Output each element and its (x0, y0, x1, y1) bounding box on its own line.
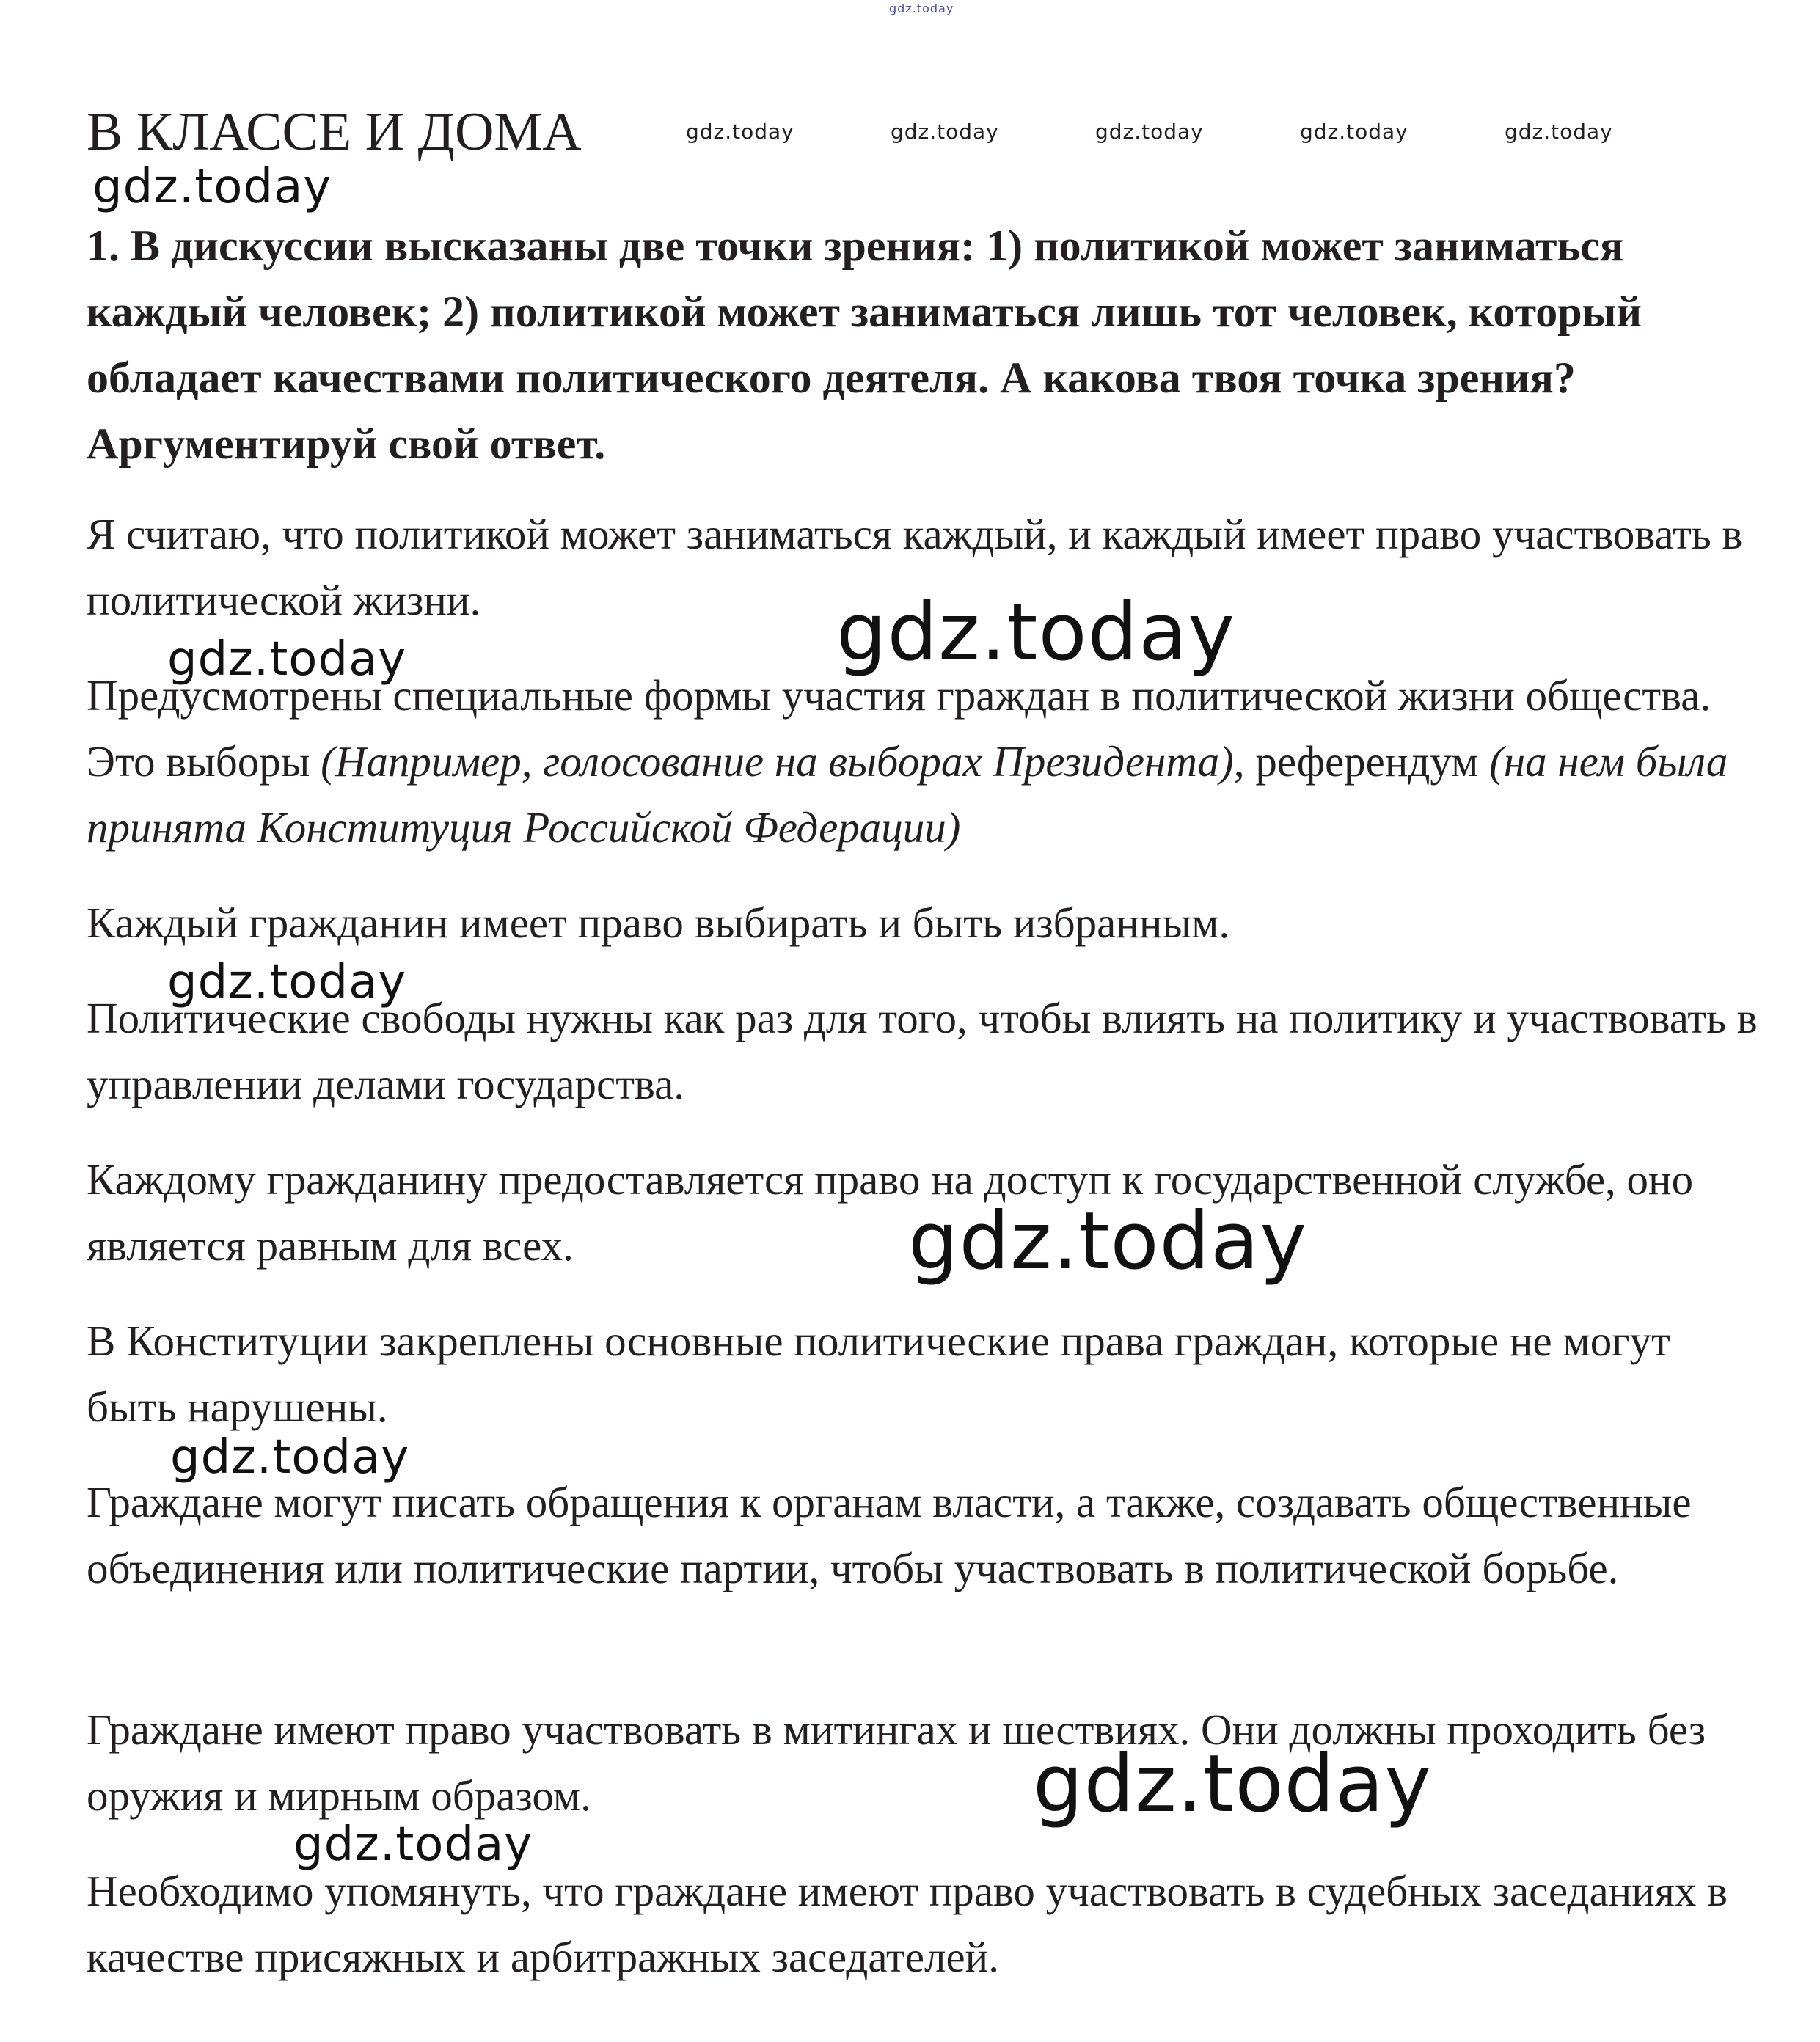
answer-paragraph-8: Граждане имеют право участвовать в митингах и шествиях. Они должны проходить без оружия и мирным образом. (87, 1705, 1706, 1820)
answer-paragraph-7: Граждане могут писать обращения к органам власти, а также, создавать общественные объединения или политические партии, чтобы участвовать в политической борьбе. (87, 1478, 1692, 1592)
watermark-large-1: gdz.today (836, 587, 1236, 678)
answer-paragraph-9: Необходимо упомянуть, что граждане имеют право участвовать в судебных заседаниях в качестве присяжных и арбитражных заседателей. (87, 1867, 1728, 1981)
watermark-under-heading: gdz.today (92, 160, 332, 214)
answer-paragraph-5: Каждому гражданину предоставляется право на доступ к государственной службе, оно является равным для всех. (87, 1155, 1694, 1270)
paragraph-2-italic-example: (Например, голосование на выборах Президента) (321, 737, 1234, 786)
watermark-small-2: gdz.today (891, 120, 999, 144)
answer-paragraph-3: Каждый гражданин имеет право выбирать и быть избранным. (87, 899, 1230, 947)
paragraph-2-italic-constitution: (на нем была принята Конституция Российской Федерации) (87, 737, 1728, 852)
section-heading: В КЛАССЕ И ДОМА (87, 102, 582, 162)
watermark-mid-3: gdz.today (170, 1430, 410, 1485)
watermark-mid-1: gdz.today (167, 632, 407, 687)
watermark-large-3: gdz.today (1033, 1738, 1433, 1830)
answer-paragraph-1: Я считаю, что политикой может заниматься каждый, и каждый имеет право участвовать в политической жизни. (87, 510, 1743, 624)
paragraph-2-text-c: , референдум (1233, 737, 1490, 786)
answer-paragraph-4: Политические свободы нужны как раз для того, чтобы влиять на политику и участвовать в управлении делами государства. (87, 994, 1758, 1108)
answer-paragraph-6: В Конституции закреплены основные политические права граждан, которые не могут быть нарушены. (87, 1317, 1670, 1431)
watermark-mid-4: gdz.today (293, 1818, 533, 1872)
watermark-mid-2: gdz.today (167, 955, 407, 1009)
watermark-small-3: gdz.today (1095, 120, 1204, 144)
watermark-small-1: gdz.today (686, 120, 794, 144)
paragraph-2-text-a: Предусмотрены специальные формы участия граждан в политической жизни общества. Это выборы (87, 671, 1711, 786)
watermark-small-4: gdz.today (1300, 120, 1408, 144)
question-text: 1. В дискуссии высказаны две точки зрения: 1) политикой может заниматься каждый человек; 2) политикой может заниматься лишь тот человек, который обладает качествами политического деятеля. А какова твоя точка зрения? Аргументируй свой ответ. (87, 222, 1642, 468)
watermark-small-5: gdz.today (1505, 120, 1613, 144)
answer-paragraph-2 (87, 662, 1766, 860)
watermark-large-2: gdz.today (908, 1196, 1308, 1287)
watermark-top: gdz.today (889, 1, 954, 15)
